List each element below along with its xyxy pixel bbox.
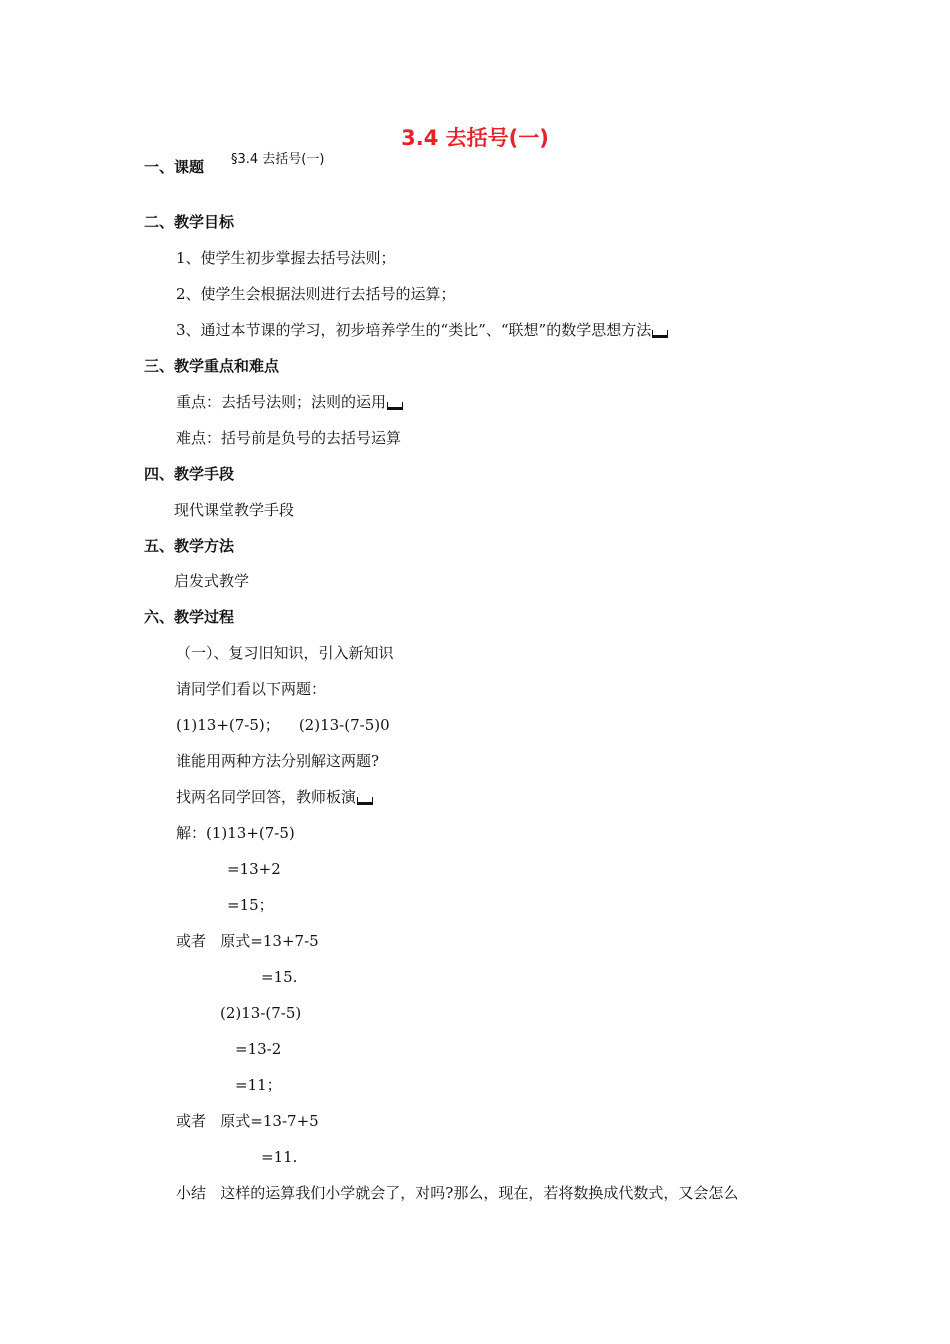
process-heading: 六、教学过程 — [144, 608, 235, 626]
solution-line: 解：(1)13+(7-5) — [176, 824, 295, 842]
answer-intro: 找两名同学回答，教师板演 — [176, 788, 357, 806]
objective-item-3-row — [176, 320, 668, 340]
process-problems: (1)13+(7-5)； (2)13-(7-5)0 — [176, 716, 390, 734]
difficulty-text: 难点：括号前是负号的去括号运算 — [176, 429, 402, 447]
method-text: 启发式教学 — [174, 572, 250, 590]
objective-item: 1、使学生初步掌握去括号法则； — [176, 249, 396, 267]
solution-line: =15. — [261, 968, 298, 986]
solution-line: 或者 原式=13+7-5 — [176, 932, 319, 950]
objective-item: 2、使学生会根据法则进行去括号的运算； — [176, 285, 456, 303]
means-heading: 四、教学手段 — [144, 465, 235, 483]
focus-row — [176, 392, 403, 412]
process-step: （一）、复习旧知识，引入新知识 — [176, 644, 394, 662]
solution-line: 或者 原式=13-7+5 — [176, 1112, 319, 1130]
solution-line: =13+2 — [227, 860, 281, 878]
lesson-topic: §3.4 去括号(一) — [231, 152, 325, 167]
end-mark-icon — [652, 330, 668, 338]
end-mark-icon — [387, 402, 403, 410]
objectives-heading: 二、教学目标 — [144, 213, 235, 231]
answer-intro-row — [176, 787, 373, 807]
solution-line: =11； — [235, 1076, 282, 1094]
lesson-label: 一、课题 — [144, 158, 205, 176]
method-heading: 五、教学方法 — [144, 537, 235, 555]
means-text: 现代课堂教学手段 — [174, 501, 295, 519]
objective-item: 3、通过本节课的学习，初步培养学生的“类比”、“联想”的数学思想方法 — [176, 321, 652, 339]
solution-line: =15； — [227, 896, 274, 914]
focus-text: 重点：去括号法则；法则的运用 — [176, 393, 387, 411]
end-mark-icon — [357, 797, 373, 805]
summary-text: 小结 这样的运算我们小学就会了，对吗?那么，现在，若将数换成代数式，又会怎么 — [176, 1184, 739, 1202]
key-points-heading: 三、教学重点和难点 — [144, 357, 280, 375]
document-title: 3.4 去括号(一) — [401, 126, 549, 150]
solution-line: =13-2 — [235, 1040, 282, 1058]
process-prompt: 请同学们看以下两题： — [176, 680, 327, 698]
solution-line: =11. — [261, 1148, 298, 1166]
process-question: 谁能用两种方法分别解这两题? — [176, 752, 380, 770]
solution-line: (2)13-(7-5) — [220, 1004, 302, 1022]
